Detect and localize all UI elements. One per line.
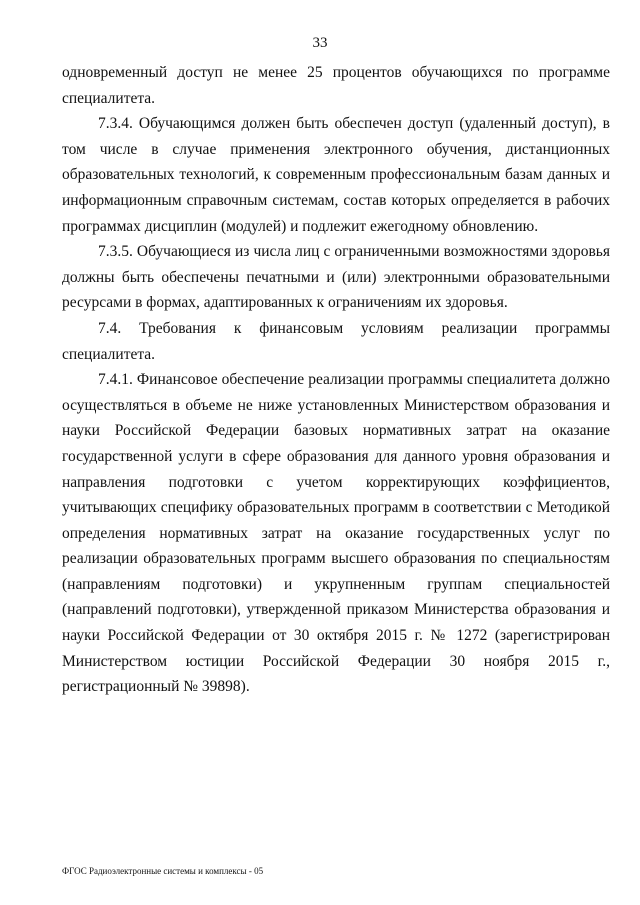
- paragraph-7-4: 7.4. Требования к финансовым условиям реализации программы специалитета.: [62, 319, 610, 363]
- document-body: [62, 60, 610, 700]
- paragraph-7-4-1: 7.4.1. Финансовое обеспечение реализации программы специалитета должно осуществляться в объеме не ниже установленных Министерством образования и науки Российской Федерации базовых нормативных затрат на оказание государственной услуги в сфере образования для данного уровня образования и направления подготовки с учетом корректирующих коэффициентов, учитывающих специфику образовательных программ в соответствии с Методикой определения нормативных затрат на оказание государственных услуг по реализации образовательных программ высшего образования по специальностям (направлениям подготовки) и укрупненным группам специальностей (направлений подготовки), утвержденной приказом Министерства образования и науки Российской Федерации от 30 октября 2015 г. № 1272 (зарегистрирован Министерством юстиции Российской Федерации 30 ноября 2015 г., регистрационный № 39898).: [62, 371, 610, 696]
- page-footer: ФГОС Радиоэлектронные системы и комплексы - 05: [62, 866, 264, 876]
- paragraph-7-3-4: 7.3.4. Обучающимся должен быть обеспечен доступ (удаленный доступ), в том числе в случае применения электронного обучения, дистанционных образовательных технологий, к современным профессиональным базам данных и информационным справочным системам, состав которых определяется в рабочих программах дисциплин (модулей) и подлежит ежегодному обновлению.: [62, 115, 610, 235]
- paragraph-access-continuation: одновременный доступ не менее 25 процентов обучающихся по программе специалитета.: [62, 64, 610, 107]
- paragraph-7-3-5: 7.3.5. Обучающиеся из числа лиц с ограниченными возможностями здоровья должны быть обеспечены печатными и (или) электронными образовательными ресурсами в формах, адаптированных к ограничениям их здоровья.: [62, 243, 610, 312]
- page-number: 33: [312, 35, 328, 51]
